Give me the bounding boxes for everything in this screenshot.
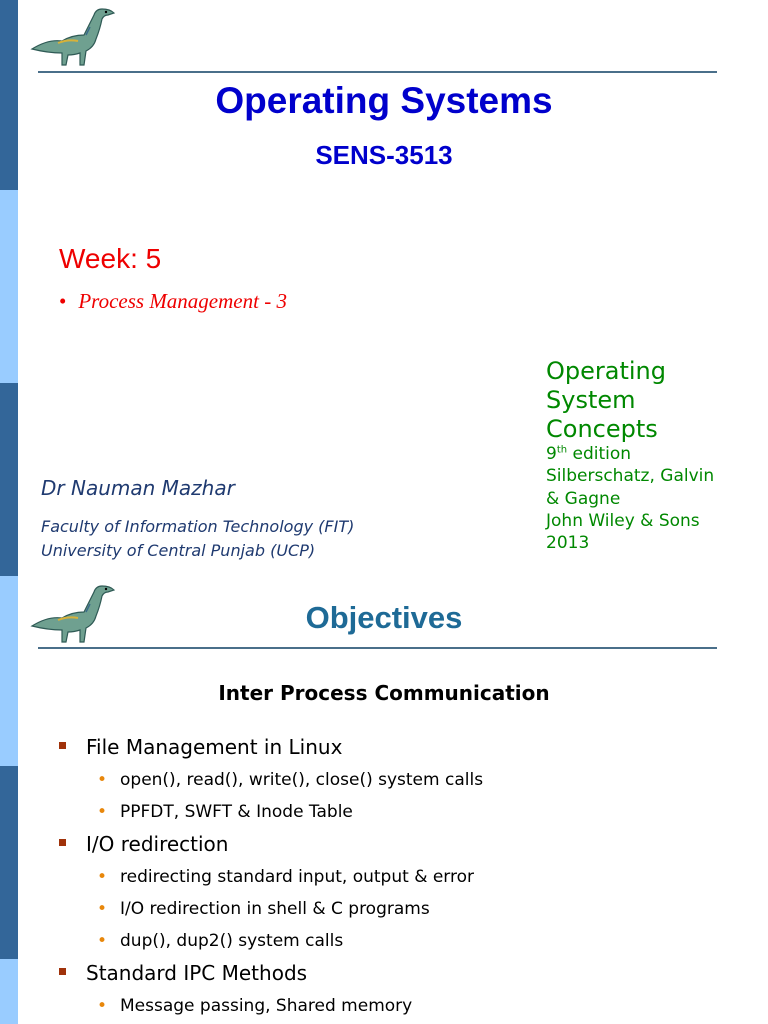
list-item-text: I/O redirection	[86, 832, 229, 856]
stripe-dark-3	[0, 766, 18, 959]
list-item-text: open(), read(), write(), close() system calls	[120, 770, 484, 790]
objectives-subtitle: Inter Process Communication	[218, 681, 550, 705]
square-bullet-icon	[59, 968, 66, 975]
list-item-text: dup(), dup2() system calls	[120, 931, 344, 951]
edition-word: edition	[567, 444, 632, 465]
list-item-text: I/O redirection in shell & C programs	[120, 899, 430, 919]
stripe-light-3	[0, 959, 18, 1024]
list-item-text: Standard IPC Methods	[86, 961, 308, 985]
objectives-list	[59, 732, 483, 1023]
book-title-line3: Concepts	[546, 414, 658, 443]
book-title-line2: System	[546, 385, 636, 414]
book-year: 2013	[546, 532, 590, 553]
affiliation	[41, 515, 354, 563]
edition-suffix: th	[556, 444, 568, 456]
book-title-line1: Operating	[546, 357, 666, 385]
square-bullet-icon	[59, 742, 66, 749]
list-item-text: PPFDT, SWFT & Inode Table	[120, 802, 353, 822]
sub-list-item	[59, 765, 483, 797]
title-divider	[38, 71, 717, 73]
university-name: University of Central Punjab (UCP)	[41, 541, 316, 560]
book-authors-1: Silberschatz, Galvin	[546, 466, 715, 487]
course-code: SENS-3513	[315, 140, 453, 170]
objectives-divider	[38, 647, 717, 649]
list-item-text: Message passing, Shared memory	[120, 996, 413, 1016]
round-bullet-icon: •	[97, 996, 108, 1016]
book-authors-2: & Gagne	[546, 488, 621, 509]
dinosaur-logo-icon	[28, 5, 120, 69]
round-bullet-icon: •	[97, 770, 108, 790]
topic-item	[59, 289, 287, 314]
edition-number: 9	[546, 444, 557, 465]
round-bullet-icon: •	[97, 802, 108, 822]
author-name: Dr Nauman Mazhar	[41, 476, 235, 500]
round-bullet-icon: •	[97, 899, 108, 919]
book-reference	[546, 357, 714, 554]
book-edition	[546, 443, 714, 465]
list-item	[59, 958, 483, 991]
round-bullet-icon: •	[97, 931, 108, 951]
square-bullet-icon	[59, 839, 66, 846]
list-item-text: redirecting standard input, output & error	[120, 867, 475, 887]
list-item	[59, 829, 483, 862]
sub-list-item	[59, 894, 483, 926]
sub-list-item	[59, 862, 483, 894]
page-title: Operating Systems	[215, 80, 553, 121]
list-item	[59, 732, 483, 765]
list-item-text: File Management in Linux	[86, 735, 343, 759]
week-label: Week: 5	[59, 243, 162, 274]
book-publisher: John Wiley & Sons	[546, 510, 700, 531]
stripe-dark-2	[0, 383, 18, 576]
objectives-title: Objectives	[305, 600, 463, 635]
bullet-icon: •	[59, 289, 67, 313]
sub-list-item	[59, 797, 483, 829]
round-bullet-icon: •	[97, 867, 108, 887]
sub-list-item	[59, 991, 483, 1023]
sub-list-item	[59, 926, 483, 958]
topic-text: Process Management - 3	[78, 289, 287, 313]
stripe-light-1	[0, 190, 18, 383]
faculty-name: Faculty of Information Technology (FIT)	[41, 517, 355, 536]
